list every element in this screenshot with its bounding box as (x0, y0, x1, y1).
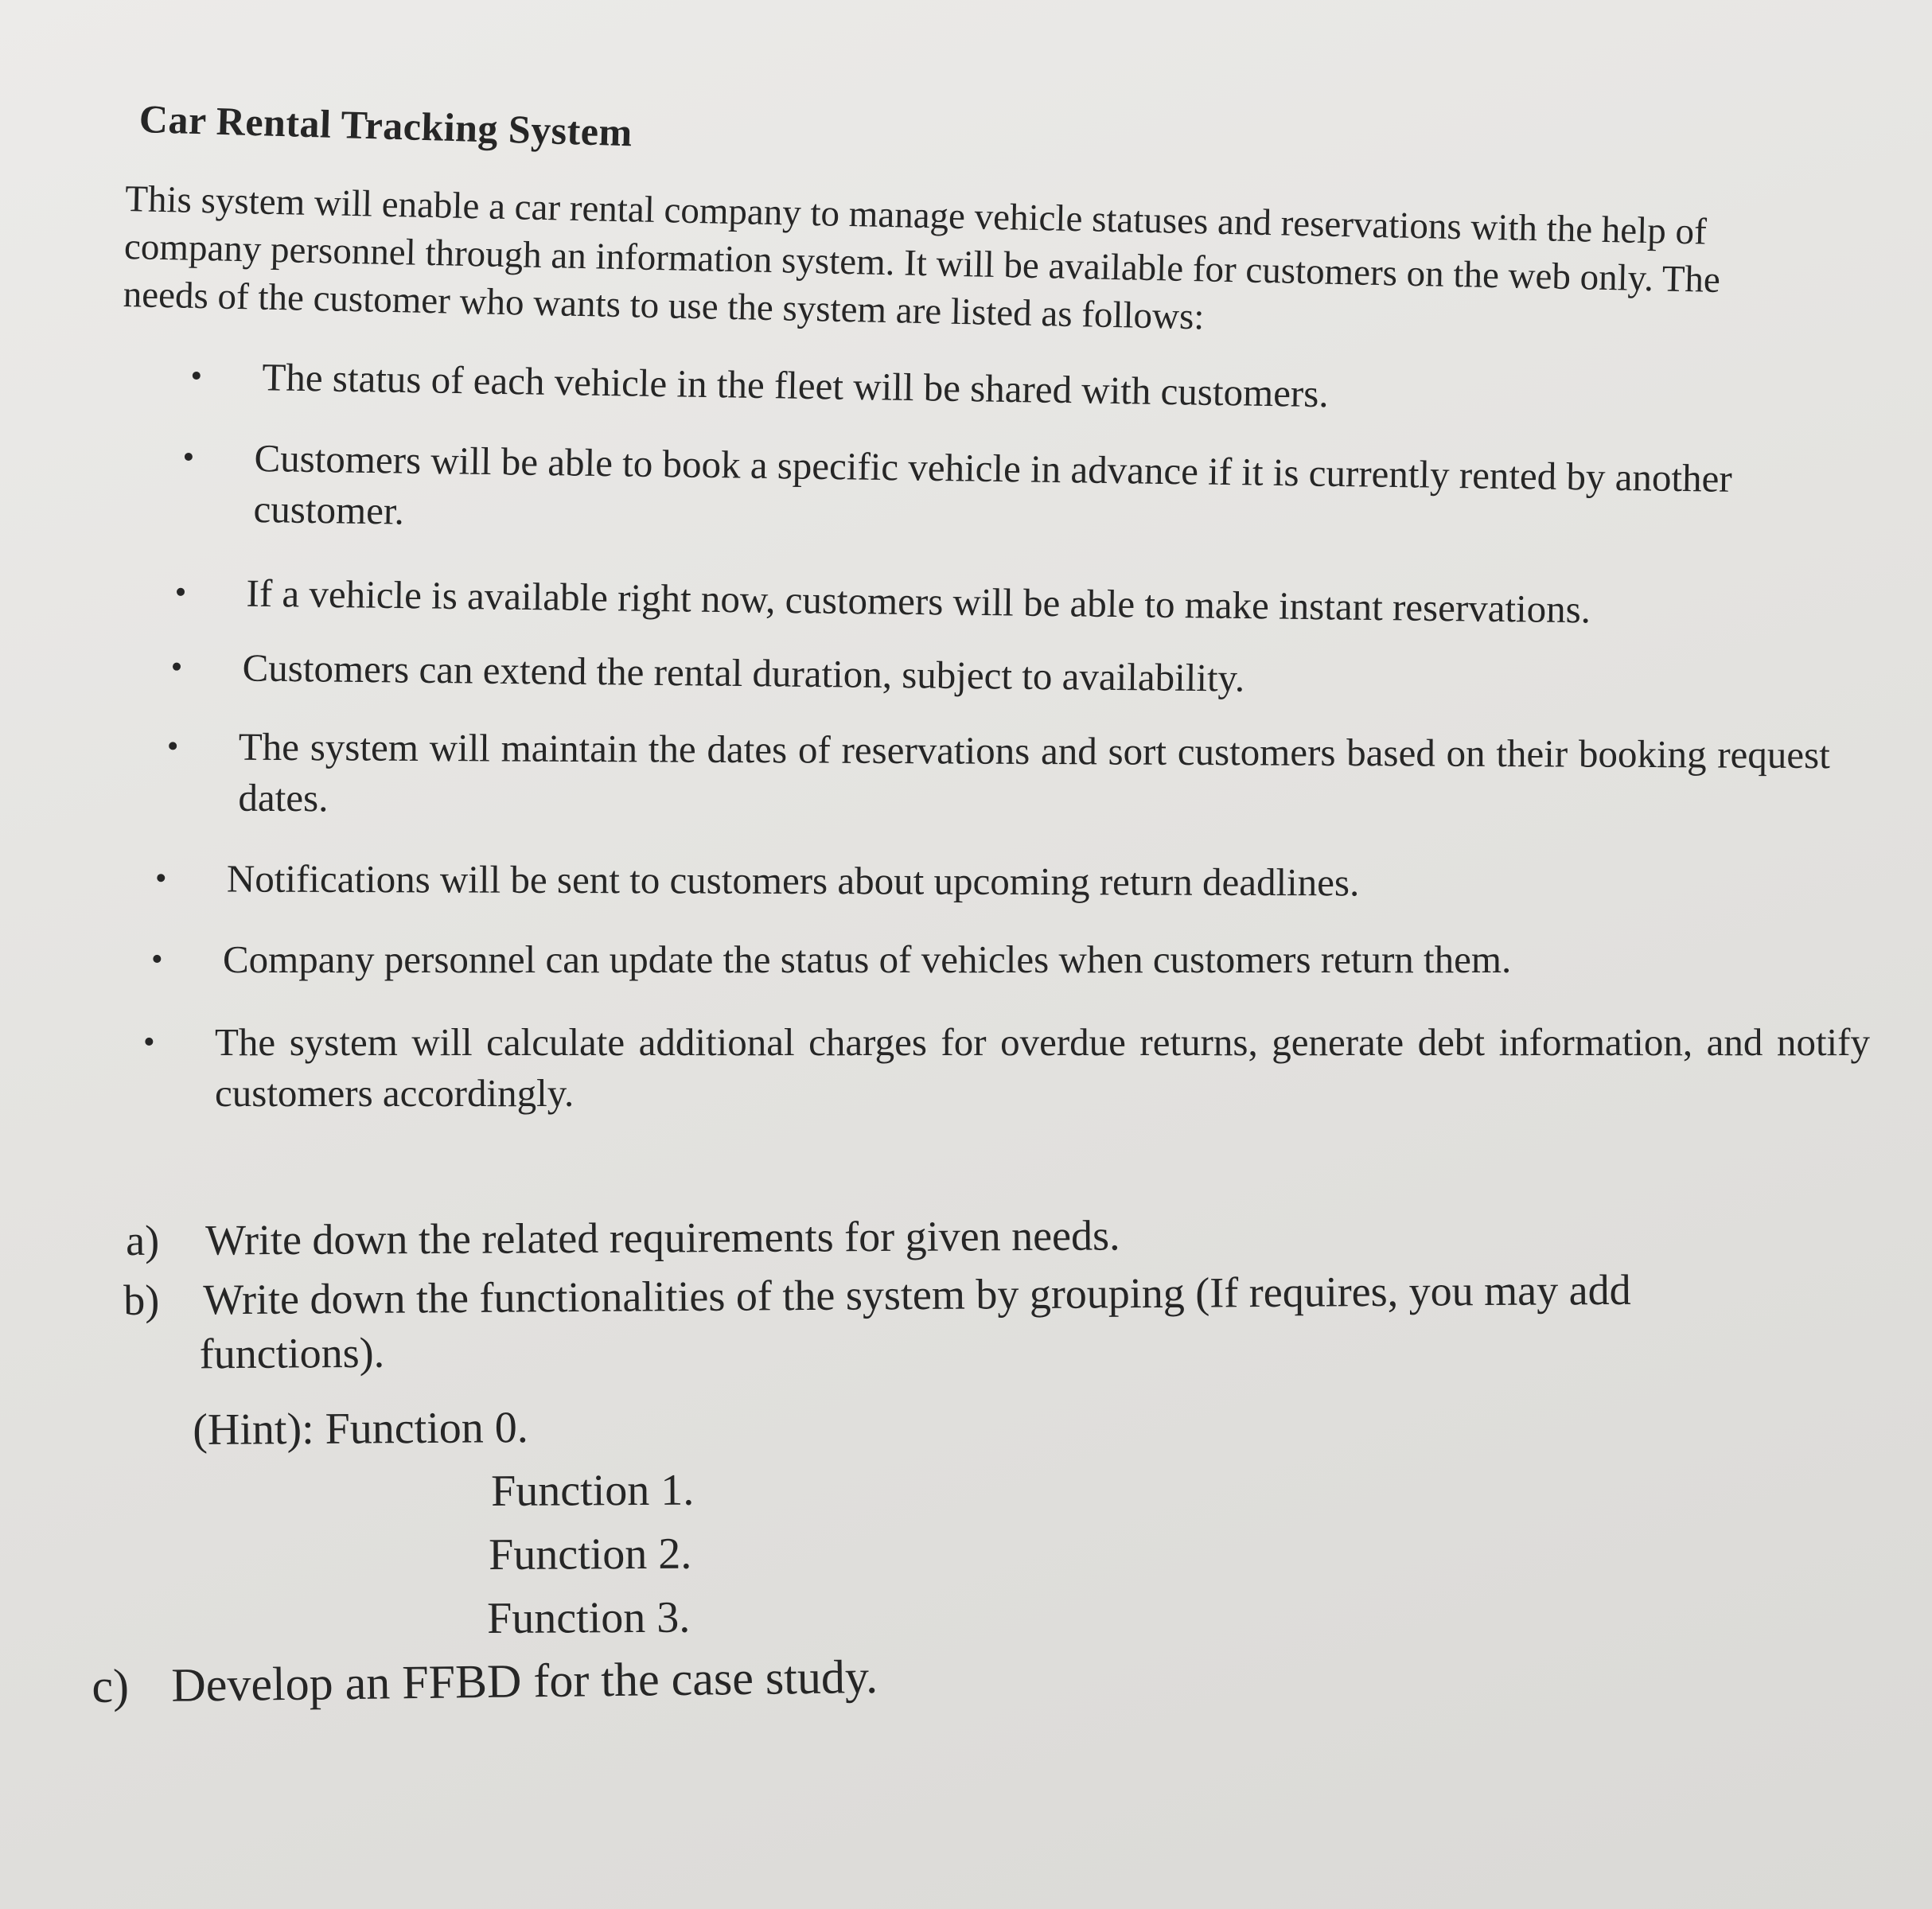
list-item (127, 721, 1830, 832)
need-text: Company personnel can update the status of vehicles when customers return them. (223, 937, 1512, 981)
hint-function-2: Function 2. (489, 1529, 692, 1580)
list-item (115, 853, 1854, 910)
intro-paragraph: This system will enable a car rental company to manage vehicle statuses and reservations with the help of company personnel through an information system. It will be available for customers on the web only. The needs of the customer who wants to use the system are listed as follows: (123, 177, 1721, 338)
need-text: The status of each vehicle in the fleet will be shared with customers. (262, 355, 1330, 416)
bullet-icon: • (174, 574, 187, 611)
question-c-marker: c) (92, 1659, 130, 1712)
question-b-continuation: functions). (199, 1328, 385, 1378)
bullet-icon: • (166, 728, 179, 766)
document-title: Car Rental Tracking System (138, 96, 633, 155)
question-c (92, 1650, 878, 1713)
bullet-icon: • (182, 438, 195, 476)
question-a-text: Write down the related requirements for given needs. (205, 1211, 1120, 1264)
list-item (134, 567, 1854, 638)
bullet-icon: • (170, 649, 183, 686)
question-b (123, 1261, 1827, 1381)
need-text: Notifications will be sent to customers about upcoming return deadlines. (226, 856, 1360, 905)
list-item (111, 934, 1854, 985)
question-a (126, 1208, 1120, 1268)
need-text: Customers will be able to book a specific vehicle in advance if it is currently rented by another customer. (253, 435, 1733, 533)
bullet-icon: • (154, 860, 167, 898)
hint-text: (Hint): Function 0. (193, 1403, 528, 1455)
need-text: The system will maintain the dates of reservations and sort customers based on their booking request dates. (238, 724, 1830, 820)
needs-list (143, 350, 1870, 1119)
need-text: The system will calculate additional charges for overdue returns, generate debt information, and notify customers accordingly. (215, 1020, 1870, 1115)
bullet-icon: • (190, 357, 203, 395)
bullet-icon: • (143, 1024, 155, 1061)
need-text: Customers can extend the rental duration, subject to availability. (242, 645, 1245, 700)
question-b-marker: b) (123, 1276, 160, 1324)
list-item (142, 431, 1790, 556)
hint-function-1: Function 1. (491, 1465, 695, 1516)
list-item (150, 350, 1854, 428)
question-a-marker: a) (126, 1216, 160, 1264)
need-text: If a vehicle is available right now, customers will be able to make instant reservations. (246, 571, 1591, 632)
list-item (130, 641, 1854, 711)
question-c-text: Develop an FFBD for the case study. (171, 1650, 878, 1712)
question-b-text: Write down the functionalities of the system by grouping (If requires, you may add (203, 1265, 1631, 1324)
list-item (103, 1017, 1870, 1119)
hint-function-3: Function 3. (487, 1592, 691, 1643)
bullet-icon: • (151, 941, 163, 978)
